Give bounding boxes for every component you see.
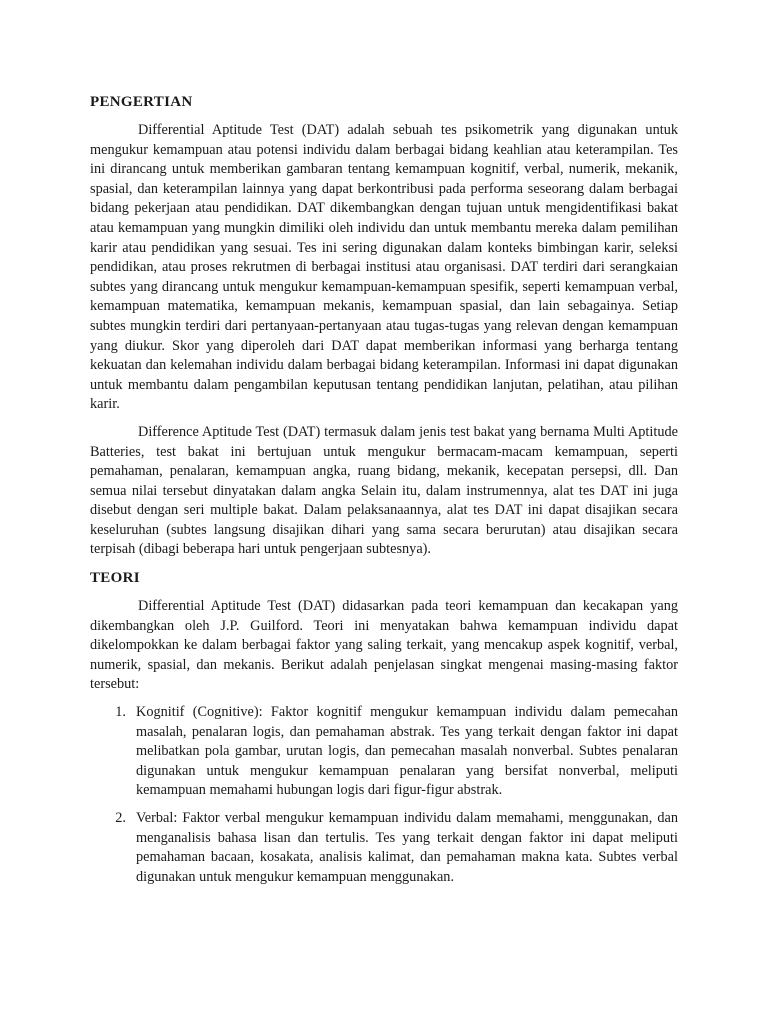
- paragraph-pengertian-1: Differential Aptitude Test (DAT) adalah sebuah tes psikometrik yang digunakan untuk mengukur kemampuan atau potensi individu dalam berbagai bidang keahlian atau keterampilan. Tes ini dirancang untuk memberikan gambaran tentang kemampuan kognitif, verbal, numerik, mekanik, spasial, dan keterampilan lainnya yang dapat berkontribusi pada performa seseorang dalam berbagai bidang pekerjaan atau pendidikan. DAT dikembangkan dengan tujuan untuk mengidentifikasi bakat atau kemampuan yang mungkin dimiliki oleh individu dan untuk membantu mereka dalam pemilihan karir atau pendidikan yang sesuai. Tes ini sering digunakan dalam konteks bimbingan karir, seleksi pendidikan, atau proses rekrutmen di berbagai institusi atau organisasi. DAT terdiri dari serangkaian subtes yang dirancang untuk mengukur kemampuan-kemampuan spesifik, seperti kemampuan verbal, kemampuan matematika, kemampuan mekanis, kemampuan spasial, dan lain sebagainya. Setiap subtes mungkin terdiri dari pertanyaan-pertanyaan atau tugas-tugas yang relevan dengan kemampuan yang diukur. Skor yang diperoleh dari DAT dapat memberikan informasi yang berharga tentang kekuatan dan kelemahan individu dalam berbagai bidang keterampilan. Informasi ini dapat digunakan untuk membantu dalam pengambilan keputusan tentang pendidikan lanjutan, pelatihan, atau pilihan karir.: [90, 122, 678, 413]
- section-teori: [90, 568, 678, 887]
- factor-list: [90, 703, 678, 887]
- paragraph-teori-1: Differential Aptitude Test (DAT) didasarkan pada teori kemampuan dan kecakapan yang dikembangkan oleh J.P. Guilford. Teori ini menyatakan bahwa kemampuan individu dapat dikelompokkan ke dalam berbagai faktor yang saling terkait, yang mencakup aspek kognitif, verbal, numerik, spasial, dan mekanis. Berikut adalah penjelasan singkat mengenai masing-masing faktor tersebut:: [90, 598, 678, 693]
- list-item-number: 1.: [115, 704, 126, 721]
- list-item-text: Kognitif (Cognitive): Faktor kognitif mengukur kemampuan individu dalam pemecahan masalah, penalaran logis, dan pemahaman abstrak. Tes yang terkait dengan faktor ini dapat melibatkan pola gambar, urutan logis, dan pemecahan masalah nonverbal. Subtes penalaran digunakan untuk mengukur kemampuan penalaran yang bersifat nonverbal, meliputi kemampuan memahami hubungan logis dari figur-figur abstrak.: [136, 704, 678, 799]
- section-heading-teori: TEORI: [90, 570, 140, 587]
- list-item: [90, 809, 678, 887]
- list-item-text: Verbal: Faktor verbal mengukur kemampuan individu dalam memahami, menggunakan, dan menganalisis bahasa lisan dan tertulis. Tes yang terkait dengan faktor ini dapat meliputi pemahaman bacaan, kosakata, analisis kalimat, dan pemahaman makna kata. Subtes verbal digunakan untuk mengukur kemampuan menggunakan.: [136, 810, 678, 885]
- section-heading-pengertian: PENGERTIAN: [90, 94, 193, 110]
- section-pengertian: [90, 92, 678, 560]
- paragraph-pengertian-2: Difference Aptitude Test (DAT) termasuk dalam jenis test bakat yang bernama Multi Aptitude Batteries, test bakat ini bertujuan untuk mengukur bermacam-macam kemampuan, seperti pemahaman, penalaran, kemampuan angka, ruang bidang, mekanik, kecepatan persepsi, dll. Dan semua nilai tersebut dinyatakan dalam angka Selain itu, dalam instrumennya, alat tes DAT ini juga disebut dengan seri multiple bakat. Dalam pelaksanaannya, alat tes DAT ini dapat disajikan secara keseluruhan (subtes langsung disajikan dihari yang sama secara berurutan) atau disajikan secara terpisah (dibagi beberapa hari untuk pengerjaan subtesnya).: [90, 423, 678, 558]
- list-item-number: 2.: [115, 810, 126, 826]
- list-item: [90, 703, 678, 801]
